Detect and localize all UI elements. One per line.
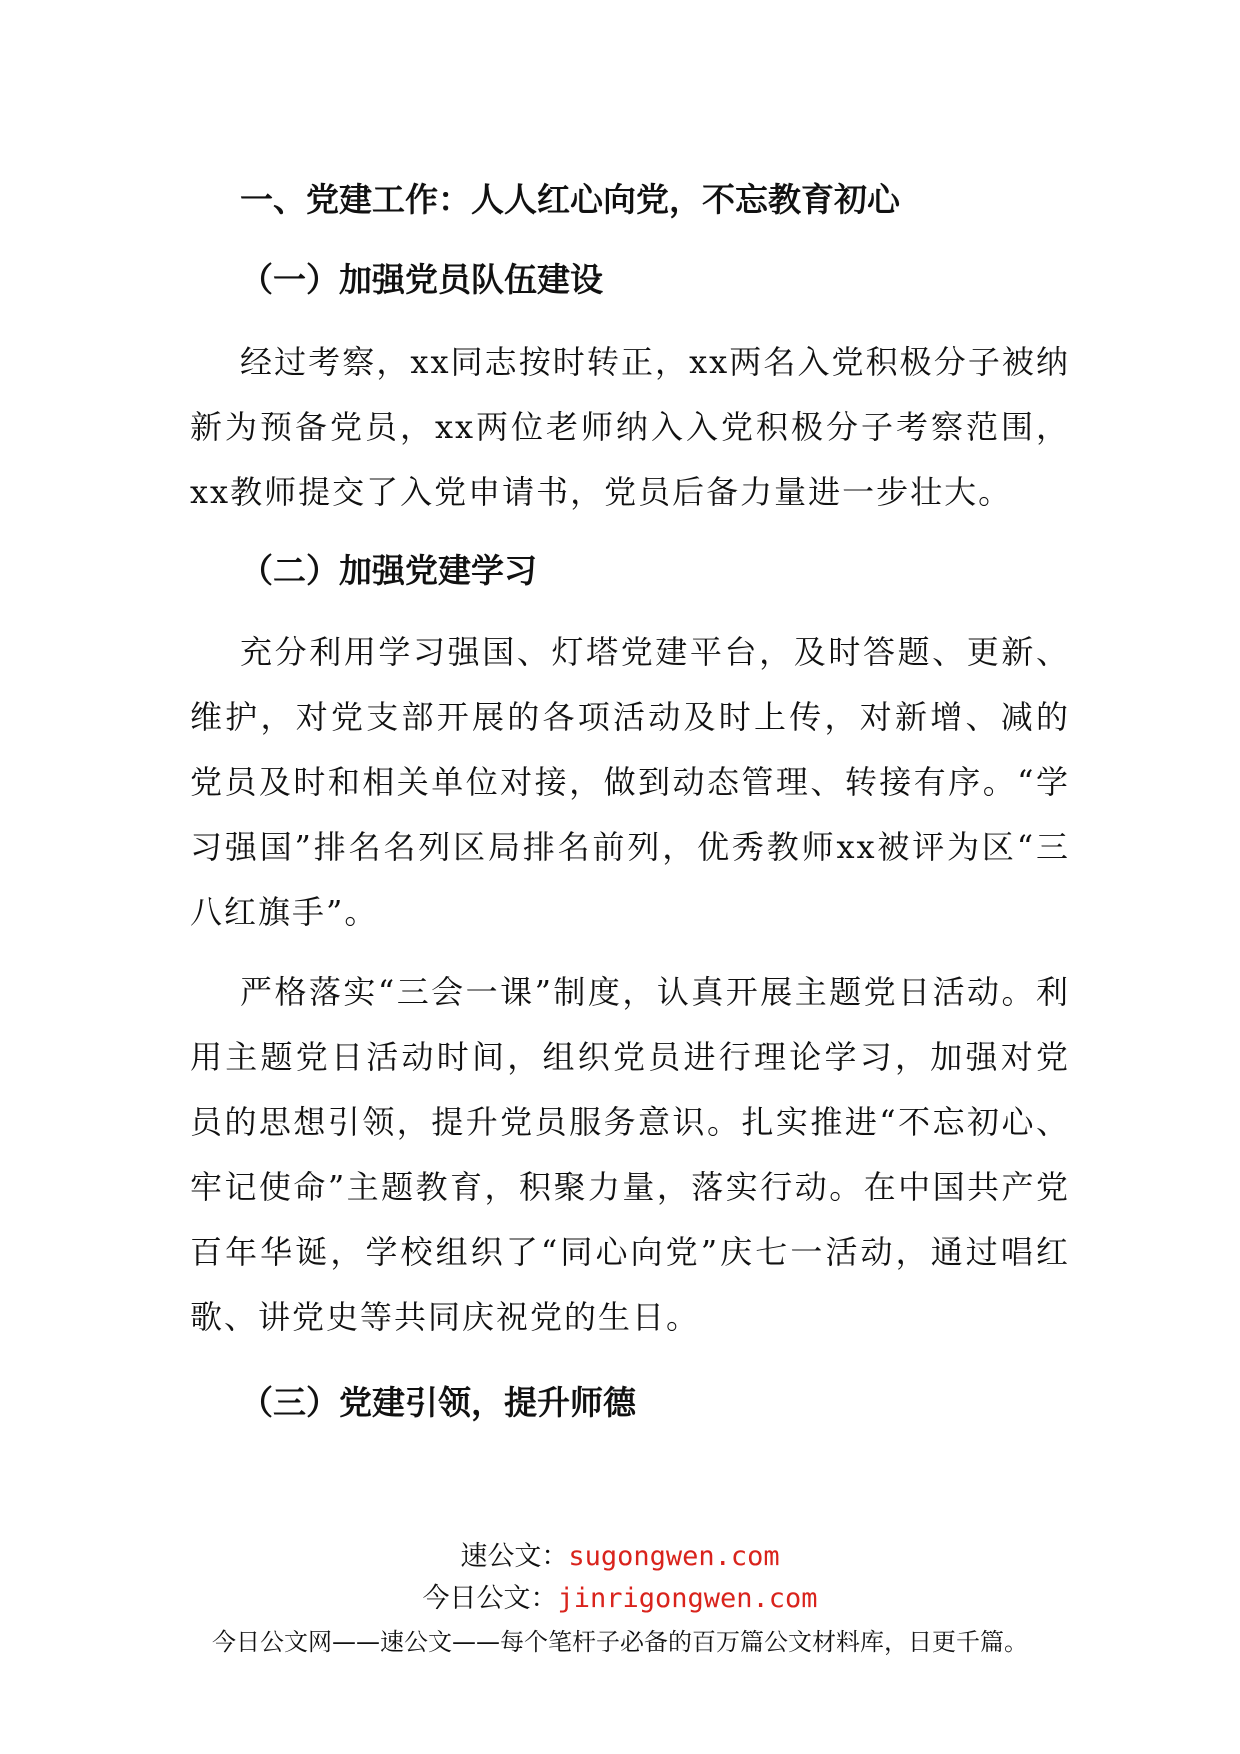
subsection-title-1: （一）加强党员队伍建设 bbox=[240, 260, 603, 299]
footer-slogan: 今日公文网——速公文——每个笔杆子必备的百万篇公文材料库，日更千篇。 bbox=[212, 1628, 1028, 1656]
footer-line-jinrigongwen bbox=[0, 1581, 1240, 1617]
footer-label-sugongwen: 速公文： bbox=[460, 1541, 569, 1572]
section-title: 一、党建工作：人人红心向党，不忘教育初心 bbox=[240, 180, 900, 219]
subsection-title-2: （二）加强党建学习 bbox=[240, 551, 537, 590]
paragraph-party-members: 经过考察，xx同志按时转正，xx两名入党积极分子被纳新为预备党员，xx两位老师纳入入党积极分子考察范围，xx教师提交了入党申请书，党员后备力量进一步壮大。 bbox=[190, 343, 1070, 511]
paragraph-three-meetings: 严格落实“三会一课”制度，认真开展主题党日活动。利用主题党日活动时间，组织党员进行理论学习，加强对党员的思想引领，提升党员服务意识。扎实推进“不忘初心、牢记使命”主题教育，积聚力量，落实行动。在中国共产党百年华诞，学校组织了“同心向党”庆七一活动，通过唱红歌、讲党史等共同庆祝党的生日。 bbox=[190, 973, 1070, 1336]
subsection-title-3: （三）党建引领，提升师德 bbox=[240, 1383, 636, 1422]
footer-link-sugongwen[interactable]: sugongwen.com bbox=[568, 1541, 780, 1572]
paragraph-party-study: 充分利用学习强国、灯塔党建平台，及时答题、更新、维护，对党支部开展的各项活动及时上传，对新增、减的党员及时和相关单位对接，做到动态管理、转接有序。“学习强国”排名名列区局排名前列，优秀教师xx被评为区“三八红旗手”。 bbox=[190, 633, 1070, 931]
footer-link-jinrigongwen[interactable]: jinrigongwen.com bbox=[557, 1583, 818, 1614]
footer-line-sugongwen bbox=[0, 1539, 1240, 1575]
footer-label-jinrigongwen: 今日公文： bbox=[422, 1583, 558, 1614]
